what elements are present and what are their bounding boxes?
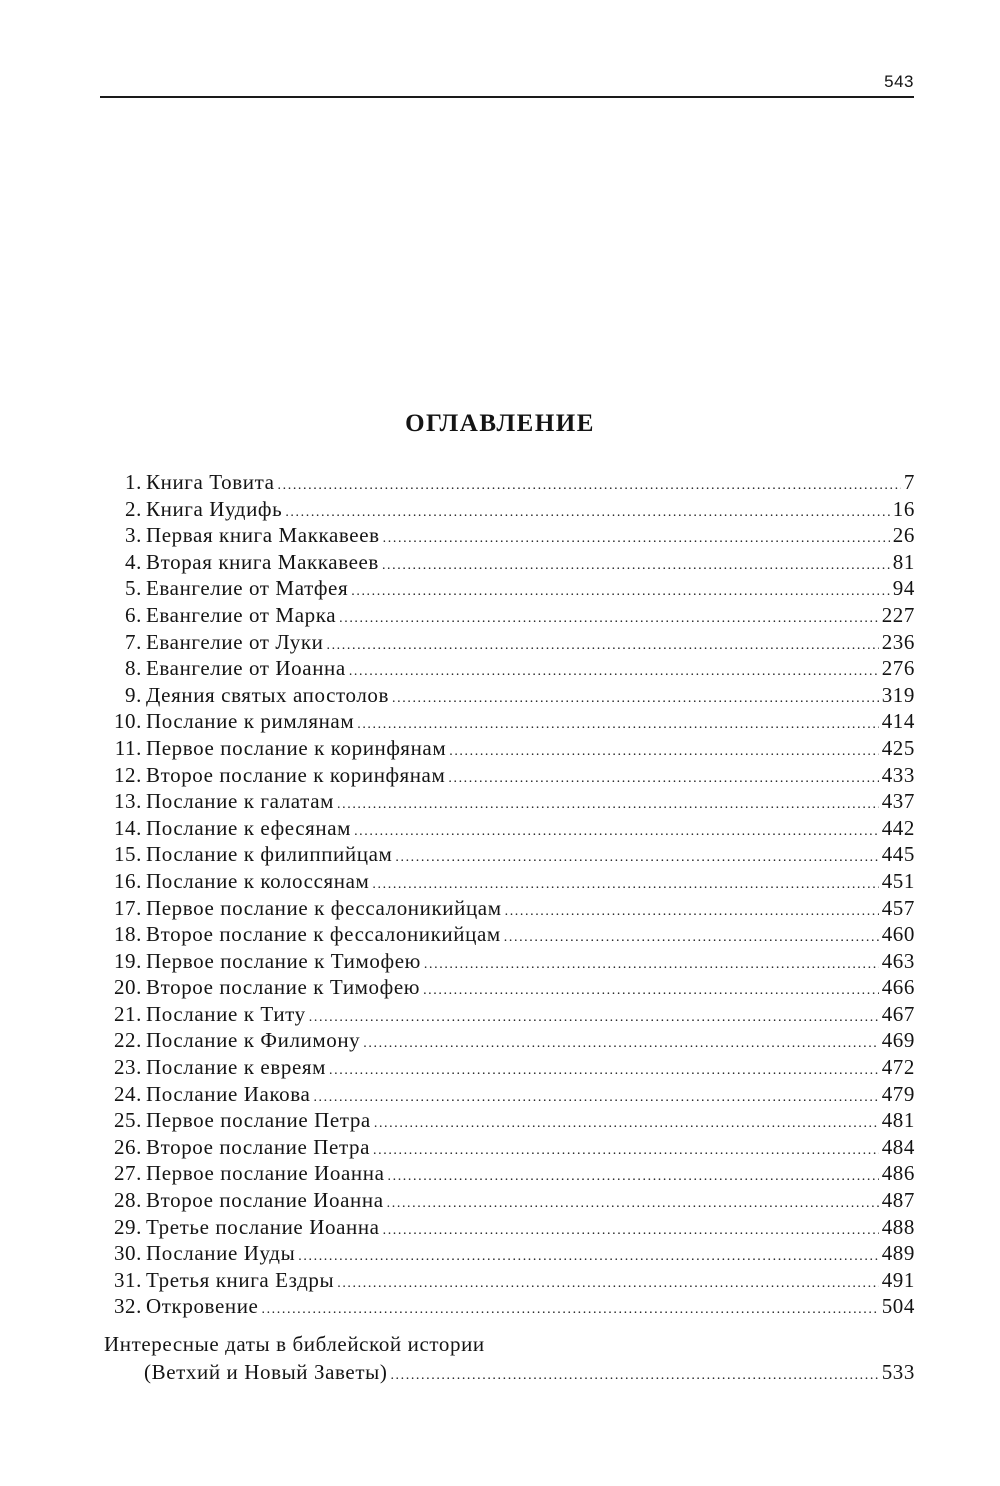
toc-entry-title: Послание Иакова	[146, 1081, 311, 1106]
dot-leader	[309, 1010, 879, 1026]
toc-entry-title: Послание к ефесянам	[146, 815, 352, 840]
toc-entry	[100, 1294, 915, 1321]
toc-entry	[100, 1108, 915, 1135]
dot-leader	[326, 638, 878, 654]
toc-entry-number: 28.	[113, 1188, 142, 1213]
toc-entry-page: 481	[881, 1108, 915, 1133]
toc-entry-page: 469	[881, 1028, 915, 1053]
toc-entry-page: 488	[881, 1214, 915, 1239]
page-title: ОГЛАВЛЕНИЕ	[405, 410, 595, 437]
toc-entry	[100, 1135, 915, 1162]
dot-leader	[337, 1276, 878, 1292]
toc-entry-number: 27.	[113, 1161, 142, 1186]
toc-entry-page: 504	[881, 1294, 915, 1319]
toc-entry-page: 466	[881, 975, 915, 1000]
dot-leader	[374, 1116, 879, 1132]
dot-leader	[390, 1368, 878, 1384]
dot-leader	[505, 904, 879, 920]
dot-leader	[373, 1143, 879, 1159]
toc-entry-title: Послание к римлянам	[146, 709, 355, 734]
toc-entry-page: 445	[881, 842, 915, 867]
toc-entry-title: Послание Иуды	[146, 1241, 296, 1266]
toc-entry-page: 463	[881, 948, 915, 973]
toc-entry-page: 276	[881, 656, 915, 681]
toc-entry	[100, 576, 915, 603]
toc-entry-title: Послание к евреям	[146, 1055, 327, 1080]
toc-entry	[100, 523, 915, 550]
toc-entry-number: 10.	[113, 709, 142, 734]
dot-leader	[383, 1223, 879, 1239]
toc-entry-title: Первое послание к фессалоникийцам	[146, 895, 502, 920]
dot-leader	[278, 478, 901, 494]
dot-leader	[337, 797, 879, 813]
toc-entry-title: Евангелие от Иоанна	[146, 656, 346, 681]
toc-entry-page: 16	[892, 496, 915, 521]
toc-entry	[100, 736, 915, 763]
dot-leader	[372, 877, 878, 893]
toc-entry-title: Третье послание Иоанна	[146, 1214, 380, 1239]
toc-entry-number: 16.	[113, 868, 142, 893]
toc-entry-title: Послание к филиппийцам	[146, 842, 393, 867]
toc-entry	[100, 896, 915, 923]
dot-leader	[388, 1169, 879, 1185]
toc-entry-page: 451	[881, 868, 915, 893]
toc-entry-number: 19.	[113, 948, 142, 973]
dot-leader	[423, 983, 879, 999]
toc-entry-number: 18.	[113, 922, 142, 947]
toc-entry-number: 12.	[113, 762, 142, 787]
toc-entry-number: 11.	[114, 735, 142, 760]
toc-entry-number: 8.	[125, 656, 142, 681]
toc-entry-title: Второе послание Иоанна	[146, 1188, 384, 1213]
dot-leader	[313, 1090, 878, 1106]
toc-entry-number: 13.	[113, 789, 142, 814]
toc-entry-page: 7	[903, 470, 915, 494]
toc-entry	[100, 922, 915, 949]
toc-entry-title: Послание к Филимону	[146, 1028, 361, 1053]
toc-entry	[100, 1161, 915, 1188]
toc-entry-number: 4.	[125, 549, 142, 574]
toc-entry-title: Деяния святых апостолов	[146, 682, 390, 707]
toc-entry-title: Евангелие от Марка	[146, 602, 337, 627]
toc-entry-number: 15.	[113, 842, 142, 867]
toc-entry-number: 9.	[125, 682, 142, 707]
toc-entry	[100, 497, 915, 524]
toc-entry	[100, 1215, 915, 1242]
toc-entry-page: 486	[881, 1161, 915, 1186]
dot-leader	[329, 1063, 879, 1079]
toc-entry-title: Книга Товита	[146, 470, 275, 494]
toc-entry-page: 487	[881, 1188, 915, 1213]
toc-entry-number: 5.	[125, 576, 142, 601]
toc-entry-page: 437	[881, 789, 915, 814]
toc-entry-page: 457	[881, 895, 915, 920]
toc-entry-page: 491	[881, 1267, 915, 1292]
dot-leader	[382, 558, 890, 574]
toc-entry-page: 472	[881, 1055, 915, 1080]
toc-entry-page: 433	[881, 762, 915, 787]
toc-entry-title: Книга Иудифь	[146, 496, 283, 521]
toc-appendix-entry	[104, 1332, 915, 1388]
toc-entry-number: 29.	[113, 1214, 142, 1239]
toc-entry-title: Второе послание к Тимофею	[146, 975, 421, 1000]
toc-entry	[100, 1268, 915, 1295]
toc-entry-title: Евангелие от Матфея	[146, 576, 349, 601]
dot-leader	[298, 1249, 878, 1265]
toc-entry-page: 460	[881, 922, 915, 947]
dot-leader	[392, 691, 879, 707]
toc-entry	[100, 789, 915, 816]
header-rule	[100, 96, 914, 98]
toc-entry-number: 30.	[113, 1241, 142, 1266]
toc-entry-number: 31.	[113, 1267, 142, 1292]
dot-leader	[504, 930, 879, 946]
toc-entry-number: 1.	[125, 470, 142, 494]
toc-entry-page: 236	[881, 629, 915, 654]
toc-entry-title: Послание к Титу	[146, 1001, 306, 1026]
dot-leader	[351, 584, 890, 600]
toc-entry	[100, 683, 915, 710]
toc-entry-title: Послание к колоссянам	[146, 868, 370, 893]
toc-entry-title: Первое послание Петра	[146, 1108, 371, 1133]
toc-entry-number: 3.	[125, 523, 142, 548]
toc-entry	[100, 1188, 915, 1215]
toc-entry-page: 484	[881, 1134, 915, 1159]
toc-entry-title: Откровение	[146, 1294, 259, 1319]
toc-entry-number: 2.	[125, 496, 142, 521]
toc-entry-number: 17.	[113, 895, 142, 920]
toc-entry	[100, 603, 915, 630]
toc-entry-number: 25.	[113, 1108, 142, 1133]
appendix-title-line2: (Ветхий и Новый Заветы)	[144, 1360, 388, 1384]
toc-entry-page: 94	[892, 576, 915, 601]
toc-entry	[100, 709, 915, 736]
toc-entry-page: 319	[881, 682, 915, 707]
toc-entry	[100, 550, 915, 577]
toc-entry-number: 26.	[113, 1134, 142, 1159]
dot-leader	[363, 1036, 878, 1052]
toc-entry-number: 6.	[125, 602, 142, 627]
appendix-title-line1: Интересные даты в библейской истории	[104, 1332, 485, 1356]
toc-entry	[100, 1055, 915, 1082]
dot-leader	[261, 1302, 878, 1318]
page-number: 543	[884, 72, 914, 91]
toc-entry-page: 442	[881, 815, 915, 840]
toc-entry-title: Первое послание к коринфянам	[146, 735, 447, 760]
toc-entry-number: 14.	[113, 815, 142, 840]
toc-entry-title: Третья книга Ездры	[146, 1267, 335, 1292]
toc-entry	[100, 975, 915, 1002]
dot-leader	[357, 717, 878, 733]
toc-entry-page: 425	[881, 735, 915, 760]
toc-entry	[100, 470, 915, 497]
toc-list	[100, 470, 915, 1321]
toc-entry-page: 489	[881, 1241, 915, 1266]
dot-leader	[395, 850, 878, 866]
toc-entry-title: Послание к галатам	[146, 789, 335, 814]
toc-entry	[100, 869, 915, 896]
toc-entry-title: Евангелие от Луки	[146, 629, 324, 654]
toc-entry	[100, 816, 915, 843]
dot-leader	[383, 531, 890, 547]
toc-entry-title: Первая книга Маккавеев	[146, 523, 380, 548]
toc-entry-title: Второе послание к коринфянам	[146, 762, 446, 787]
toc-entry-page: 81	[892, 549, 915, 574]
toc-entry-title: Второе послание Петра	[146, 1134, 371, 1159]
toc-entry-number: 22.	[113, 1028, 142, 1053]
dot-leader	[424, 957, 879, 973]
toc-entry	[100, 1028, 915, 1055]
toc-entry-number: 23.	[113, 1055, 142, 1080]
dot-leader	[285, 505, 889, 521]
appendix-page-number: 533	[881, 1360, 915, 1384]
toc-entry-title: Первое послание к Тимофею	[146, 948, 421, 973]
appendix-title-line2-row	[104, 1360, 915, 1388]
toc-entry	[100, 842, 915, 869]
toc-entry	[100, 630, 915, 657]
dot-leader	[449, 744, 878, 760]
toc-entry-number: 20.	[113, 975, 142, 1000]
toc-entry-number: 24.	[113, 1081, 142, 1106]
toc-entry	[100, 763, 915, 790]
toc-entry-title: Вторая книга Маккавеев	[146, 549, 379, 574]
toc-entry-number: 21.	[113, 1001, 142, 1026]
toc-entry	[100, 1082, 915, 1109]
toc-entry-page: 227	[881, 602, 915, 627]
dot-leader	[387, 1196, 879, 1212]
toc-entry-title: Первое послание Иоанна	[146, 1161, 385, 1186]
toc-entry-page: 467	[881, 1001, 915, 1026]
toc-entry	[100, 949, 915, 976]
toc-entry	[100, 1241, 915, 1268]
toc-entry-page: 414	[881, 709, 915, 734]
toc-entry-title: Второе послание к фессалоникийцам	[146, 922, 501, 947]
dot-leader	[339, 611, 879, 627]
toc-entry-page: 26	[892, 523, 915, 548]
toc-entry	[100, 656, 915, 683]
dot-leader	[354, 824, 879, 840]
toc-entry	[100, 1002, 915, 1029]
dot-leader	[349, 664, 879, 680]
toc-entry-number: 32.	[113, 1294, 142, 1319]
toc-entry-number: 7.	[125, 629, 142, 654]
toc-entry-page: 479	[881, 1081, 915, 1106]
dot-leader	[448, 771, 878, 787]
